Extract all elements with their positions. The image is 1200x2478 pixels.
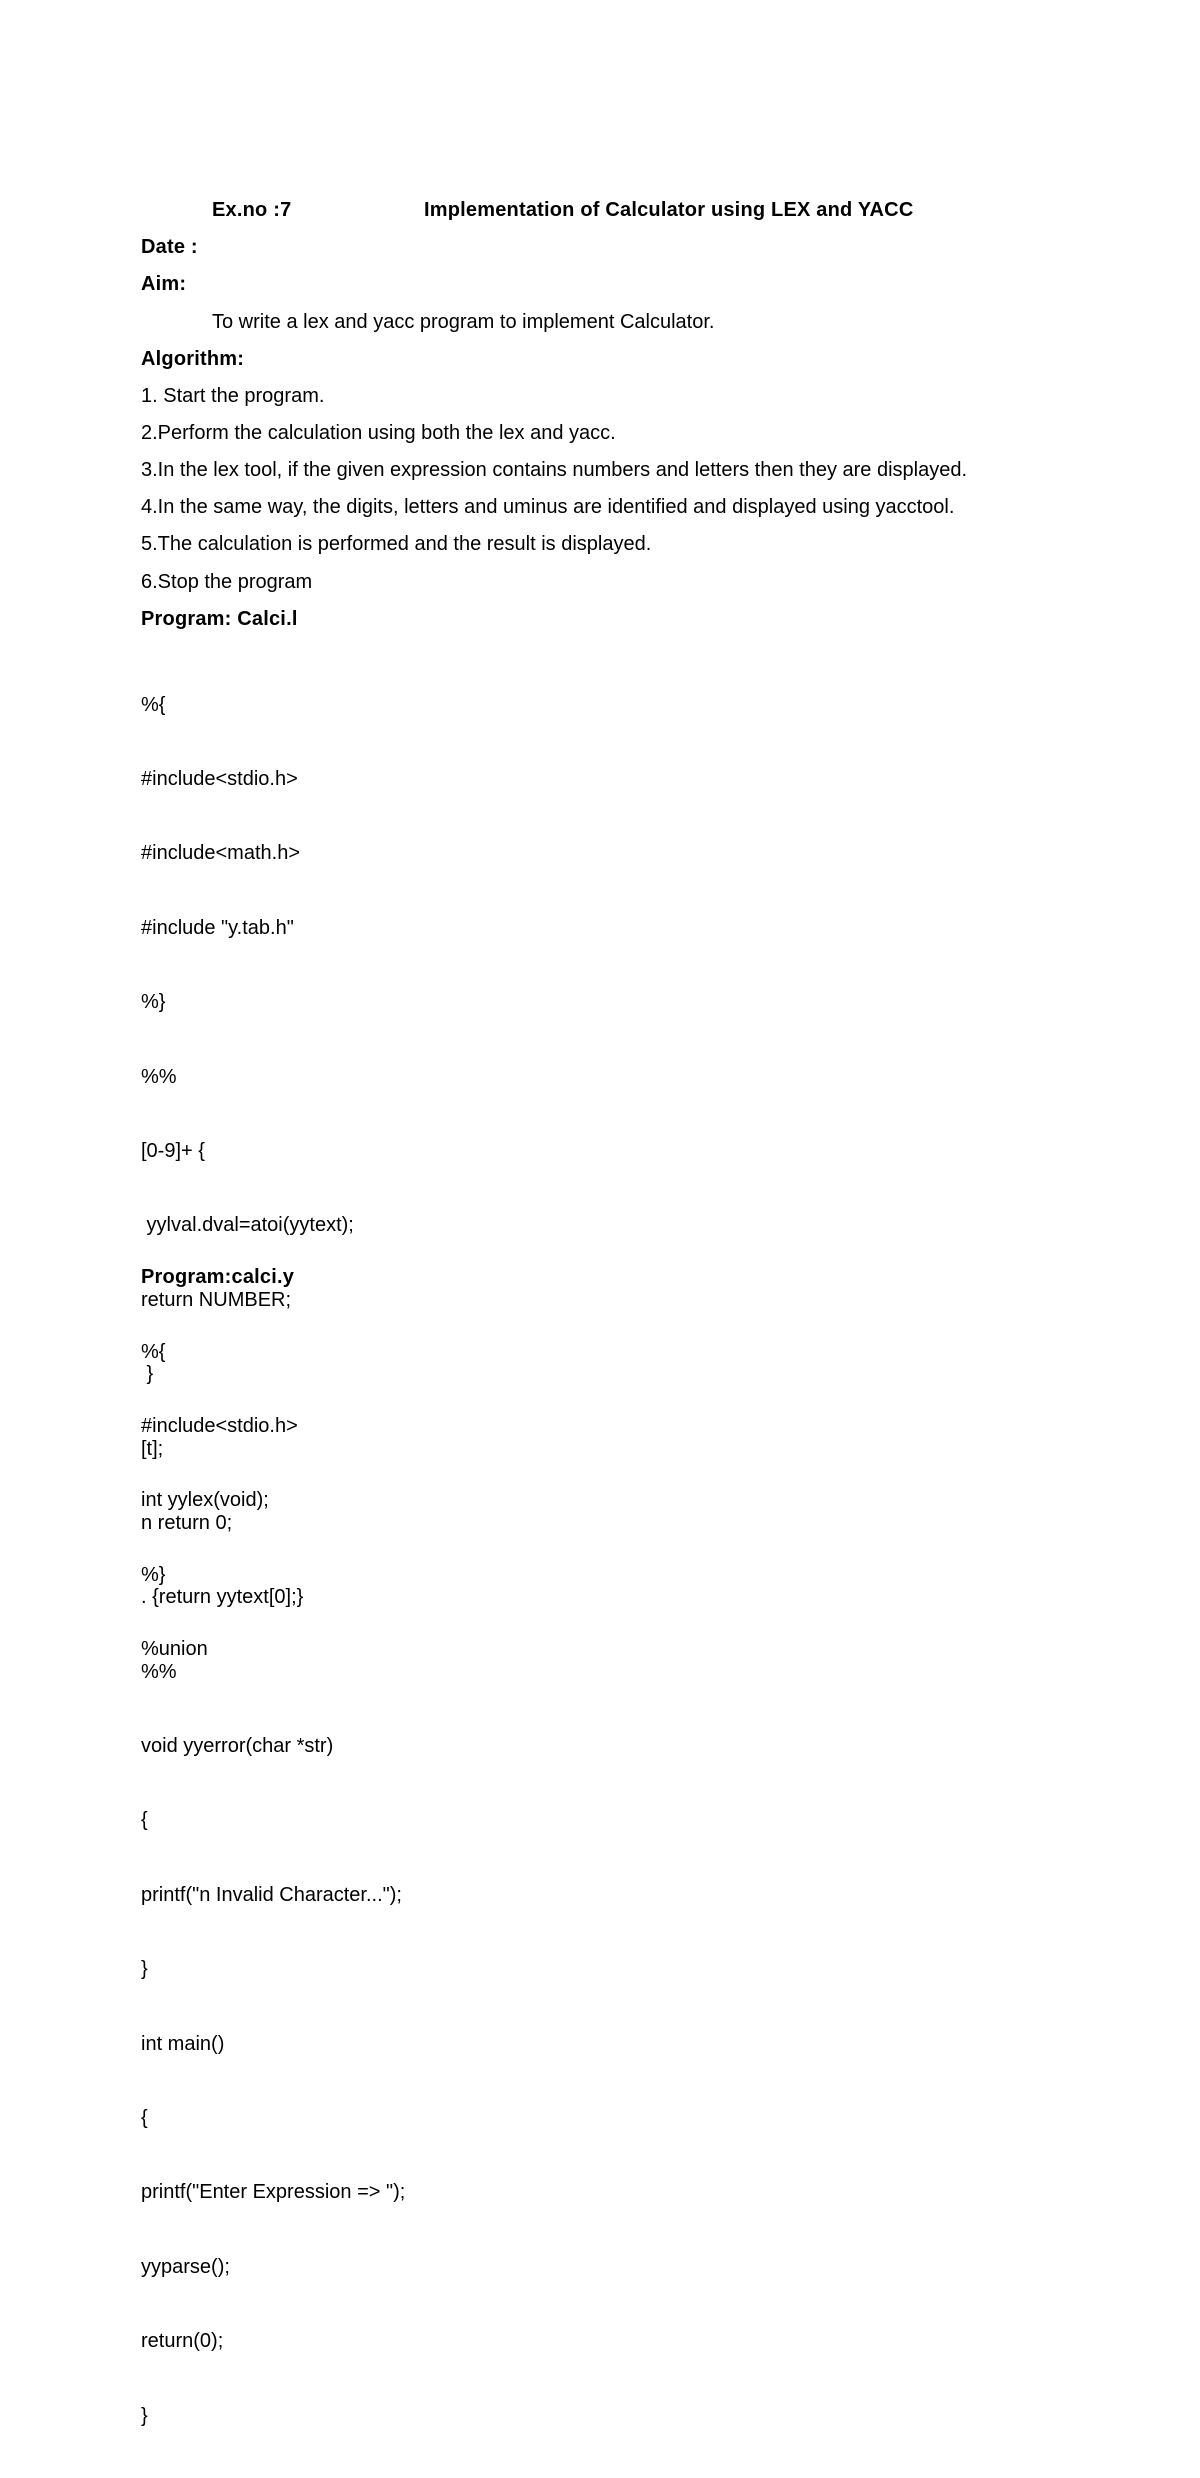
algorithm-label: Algorithm: — [141, 348, 245, 370]
code-line: . {return yytext[0];} — [141, 1586, 304, 1609]
code-line: n return 0; — [141, 1511, 233, 1534]
code-line: yyparse(); — [141, 2255, 230, 2278]
code-line: printf("Enter Expression => "); — [141, 2181, 406, 2204]
algorithm-step: 3.In the lex tool, if the given expression contains numbers and letters then they are displayed. — [141, 459, 968, 481]
code-line: int yylex(void); — [141, 1489, 269, 1512]
algorithm-step: 6.Stop the program — [141, 571, 313, 593]
code-line: %{ — [141, 1340, 166, 1363]
code-line: printf("n Invalid Character..."); — [141, 1883, 402, 1906]
code-line: return(0); — [141, 2330, 224, 2353]
algorithm-step: 4.In the same way, the digits, letters and uminus are identified and displayed using yacctool. — [141, 496, 955, 518]
code-line: #include<stdio.h> — [141, 767, 298, 790]
code-line: [0-9]+ { — [141, 1139, 205, 1162]
code-line: %} — [141, 1563, 166, 1586]
program2-label: Program:calci.y — [141, 1266, 295, 1288]
code-line: [t]; — [141, 1437, 164, 1460]
code-line: { — [141, 2107, 148, 2130]
code-line: } — [141, 2404, 148, 2427]
code-line: %{ — [141, 693, 166, 716]
algorithm-step: 1. Start the program. — [141, 385, 325, 407]
code-line: %% — [141, 1065, 177, 1088]
algorithm-step: 5.The calculation is performed and the result is displayed. — [141, 533, 652, 555]
code-line: %% — [141, 1660, 177, 1683]
code-line: %} — [141, 991, 166, 1014]
aim-label: Aim: — [141, 273, 187, 295]
program2-code — [141, 1290, 298, 1712]
code-line: yylval.dval=atoi(yytext); — [141, 1214, 354, 1237]
exercise-number: Ex.no :7 — [212, 199, 292, 221]
code-line: { — [141, 1809, 148, 1832]
date-label: Date : — [141, 236, 198, 258]
code-line: } — [141, 1363, 154, 1386]
program1-label: Program: Calci.l — [141, 608, 298, 630]
code-line: %union — [141, 1638, 208, 1661]
code-line: #include<math.h> — [141, 842, 301, 865]
code-line: return NUMBER; — [141, 1288, 292, 1311]
code-line: void yyerror(char *str) — [141, 1735, 334, 1758]
code-line: #include "y.tab.h" — [141, 916, 294, 939]
code-line: int main() — [141, 2032, 225, 2055]
aim-text: To write a lex and yacc program to implement Calculator. — [212, 311, 715, 333]
code-line: } — [141, 1958, 148, 1981]
document-title: Implementation of Calculator using LEX and YACC — [424, 199, 914, 221]
code-line: #include<stdio.h> — [141, 1414, 298, 1437]
algorithm-step: 2.Perform the calculation using both the lex and yacc. — [141, 422, 616, 444]
